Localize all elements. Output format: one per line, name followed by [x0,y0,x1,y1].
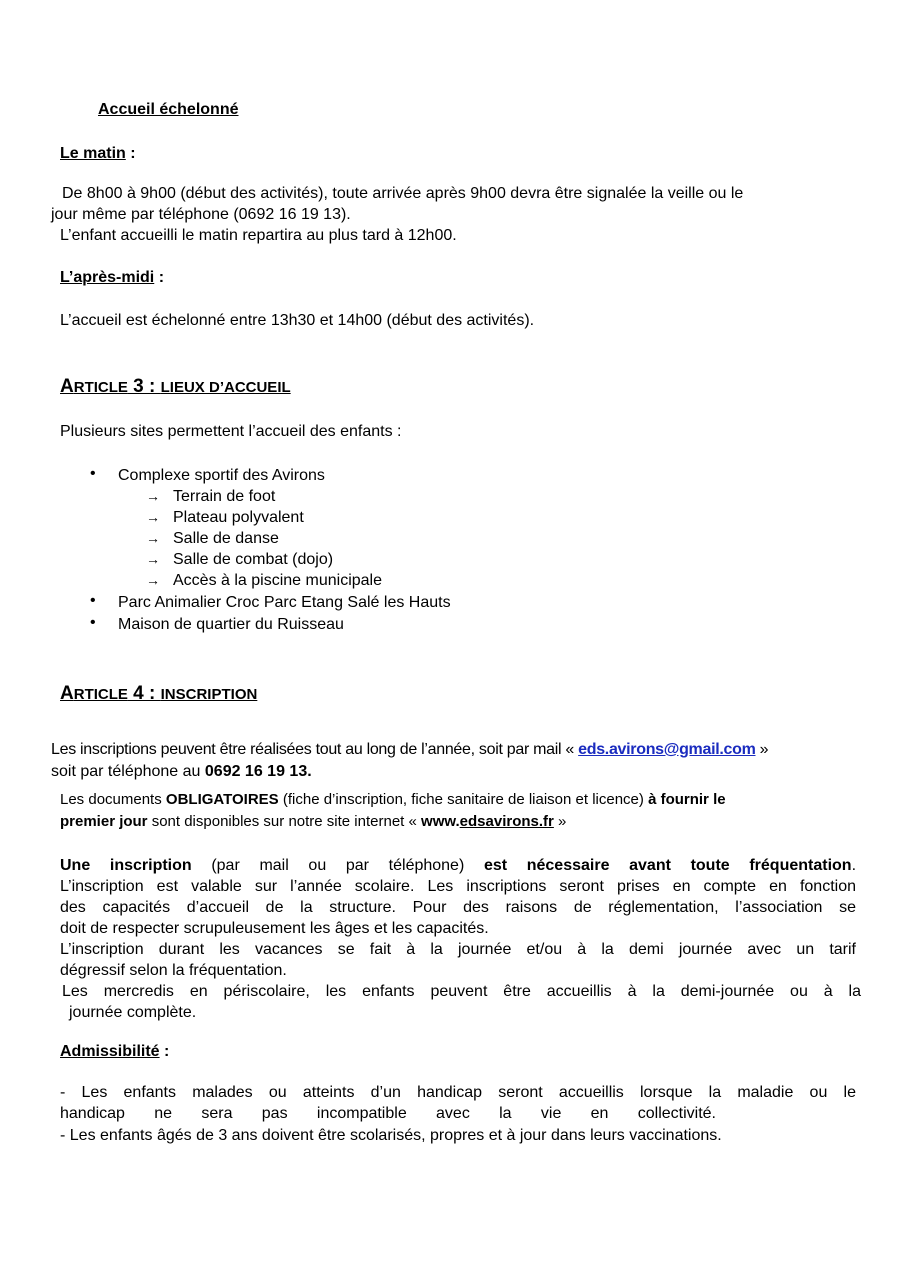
mercredis-paragraph [62,981,861,1002]
admissibilite-heading [60,1041,169,1062]
mercredis-line-1: Les mercredis en périscolaire, les enfants peuvent être accueillis à la demi-journée ou à la [62,983,861,1000]
documents-line-2 [60,811,566,832]
inscription-paragraph-1-line-2 [51,761,312,782]
inscription-mail-text: Les inscriptions peuvent être réalisées tout au long de l’année, soit par mail « [51,741,579,758]
article3-intro: Plusieurs sites permettent l’accueil des enfants : [60,423,402,440]
matin-line-2: jour même par téléphone (0692 16 19 13). [51,206,351,223]
apresmidi-heading [60,267,164,288]
admissibilite-paragraph [60,1082,856,1124]
matin-line-1: De 8h00 à 9h00 (début des activités), toute arrivée après 9h00 devra être signalée la veille ou le [62,185,744,202]
site-item-3: Maison de quartier du Ruisseau [118,616,344,633]
inscription-line-6: dégressif selon la fréquentation. [60,962,287,979]
admissibilite-colon: : [159,1043,170,1060]
arrow-right-icon: → [146,572,160,588]
matin-line-3: L’enfant accueilli le matin repartira au plus tard à 12h00. [60,227,457,244]
email-link[interactable]: eds.avirons@gmail.com [578,741,756,758]
accueil-title: Accueil échelonné [98,101,239,118]
article3-title-subject: LIEUX D’ACCUEIL [160,379,291,396]
site-item-2: Parc Animalier Croc Parc Etang Salé les Hauts [118,594,451,611]
apresmidi-colon: : [154,269,165,286]
article4-title-initial: A [60,683,74,704]
bullet-icon: • [90,614,96,631]
documents-premier-jour: premier jour [60,813,148,830]
article4-title-number: 4 : [127,683,161,704]
website-link[interactable]: edsavirons.fr [459,813,554,830]
article3-title [60,376,291,398]
inscription-paragraph-1-line-1 [51,739,768,760]
article4-title-word: RTICLE [73,686,128,703]
matin-colon: : [125,145,136,162]
article4-title [60,683,257,705]
article4-title-subject: INSCRIPTION [160,686,258,703]
mercredis-line-2: journée complète. [69,1004,197,1021]
arrow-right-icon: → [146,488,160,504]
documents-fournir: à fournir le [648,791,726,808]
inscription-text-d: . [851,857,857,874]
sub-item-1: Terrain de foot [173,488,276,505]
documents-text-a: Les documents [60,791,166,808]
inscription-paragraph-3 [60,855,856,981]
apresmidi-label: L’après-midi [60,269,155,286]
documents-text-c: (fiche d’inscription, fiche sanitaire de liaison et licence) [278,791,649,808]
admissibilite-label: Admissibilité [60,1043,160,1060]
bullet-icon: • [90,592,96,609]
website-prefix: www. [421,813,460,830]
admissibilite-line-1: - Les enfants malades ou atteints d’un handicap seront accueillis lorsque la maladie ou le [60,1084,856,1101]
inscription-line-5: L’inscription durant les vacances se fait à la journée et/ou à la demi journée avec un tarif [60,941,856,958]
inscription-phone-text: soit par téléphone au [51,763,205,780]
arrow-right-icon: → [146,530,160,546]
inscription-mail-close: » [755,741,769,758]
matin-label: Le matin [60,145,126,162]
matin-heading [60,143,136,164]
sub-item-5: Accès à la piscine municipale [173,572,382,589]
site-item-1: Complexe sportif des Avirons [118,467,325,484]
article3-title-number: 3 : [127,376,161,397]
inscription-line-2: L’inscription est valable sur l’année scolaire. Les inscriptions seront prises en compte en fonction [60,878,856,895]
admissibilite-line-3: - Les enfants âgés de 3 ans doivent être scolarisés, propres et à jour dans leurs vaccinations. [60,1127,722,1144]
arrow-right-icon: → [146,509,160,525]
inscription-line-1 [60,855,856,876]
inscription-bold-a: Une inscription [60,857,192,874]
article3-title-word: RTICLE [73,379,128,396]
inscription-text-b: (par mail ou par téléphone) [191,857,484,874]
apresmidi-text: L’accueil est échelonné entre 13h30 et 14h00 (début des activités). [60,312,535,329]
sub-item-4: Salle de combat (dojo) [173,551,334,568]
inscription-line-4: doit de respecter scrupuleusement les âges et les capacités. [60,920,489,937]
inscription-phone: 0692 16 19 13. [204,763,312,780]
arrow-right-icon: → [146,551,160,567]
documents-text-f: sont disponibles sur notre site internet « [147,813,422,830]
article3-title-initial: A [60,376,74,397]
documents-text-i: » [553,813,567,830]
sub-item-2: Plateau polyvalent [173,509,304,526]
documents-line-1 [60,789,726,810]
documents-obligatoires: OBLIGATOIRES [165,791,279,808]
admissibilite-line-2: handicap ne sera pas incompatible avec la vie en collectivité. [60,1105,716,1122]
inscription-bold-c: est nécessaire avant toute fréquentation [483,857,852,874]
inscription-line-3: des capacités d’accueil de la structure. Pour des raisons de réglementation, l’association se [60,899,856,916]
bullet-icon: • [90,465,96,482]
sub-item-3: Salle de danse [173,530,279,547]
